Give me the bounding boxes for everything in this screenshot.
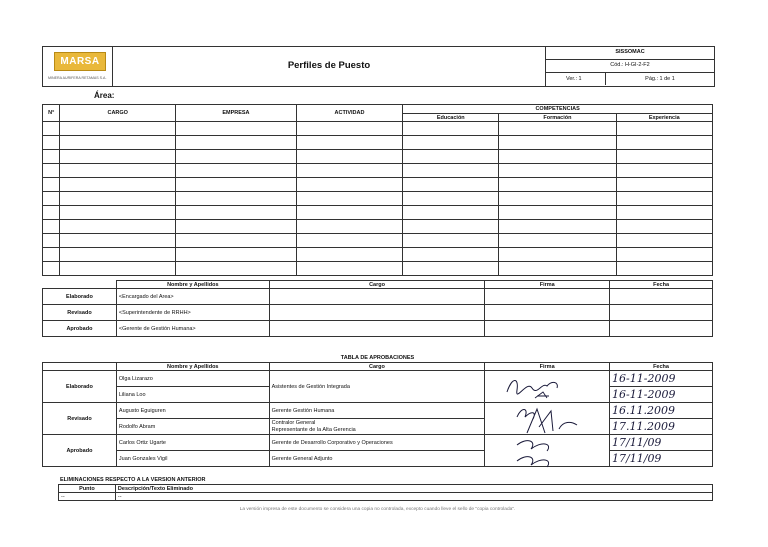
handwritten-signature [487, 435, 607, 469]
group-label-aprobado: Aprobado [43, 435, 117, 467]
approvals-col-firma: Firma [485, 363, 610, 371]
table-row [43, 122, 713, 136]
table-row [43, 164, 713, 178]
system-name: SISSOMAC [615, 49, 645, 55]
col-cargo: CARGO [60, 105, 176, 122]
signature-date: 16-11-2009 [610, 371, 713, 387]
signer-cargo-line2: Representante de la Alta Gerencia [271, 426, 356, 433]
page-title: Perfiles de Puesto [287, 60, 371, 71]
approval-label-elaborado: Elaborado [43, 289, 117, 305]
col-educacion: Educación [403, 114, 499, 122]
col-empresa: EMPRESA [176, 105, 297, 122]
group-label-revisado: Revisado [43, 403, 117, 435]
signer-name: Rodolfo Abram [116, 419, 269, 435]
doc-page: Pág.: 1 de 1 [645, 76, 675, 82]
col-no: N° [43, 105, 60, 122]
approval-col-firma: Firma [485, 281, 610, 289]
signature-cell [485, 371, 610, 403]
signature-cell [485, 435, 610, 467]
signature-cell [485, 403, 610, 435]
elim-col-punto: Punto [59, 485, 116, 493]
approval-nombre-elaborado: <Encargado del Area> [116, 289, 269, 305]
footer-note: La versión impresa de este documento se considera una copia no controlada, excepto cuando lleve el sello de "copia controlada". [239, 507, 516, 512]
signer-cargo: Gerente de Desarrollo Corporativo y Operaciones [269, 435, 485, 451]
signer-name: Augusto Eguiguren [116, 403, 269, 419]
approval-col-nombre: Nombre y Apellidos [116, 281, 269, 289]
handwritten-signature [487, 403, 607, 435]
approvals-table [42, 362, 713, 467]
company-name: MINERA AURIFERA RETAMAS S.A. [48, 76, 107, 80]
table-row [43, 220, 713, 234]
company-logo: MARSA [54, 52, 106, 71]
signer-name: Olga Lizarazo [116, 371, 269, 387]
eliminations-title: ELIMINACIONES RESPECTO A LA VERSION ANTERIOR [60, 477, 206, 483]
area-label: Área: [94, 91, 115, 100]
table-row [43, 192, 713, 206]
signer-cargo: Asistentes de Gestión Integrada [269, 371, 485, 403]
signer-name: Liliana Loo [116, 387, 269, 403]
col-formacion: Formación [499, 114, 616, 122]
approvals-col-nombre: Nombre y Apellidos [116, 363, 269, 371]
main-table [42, 104, 713, 276]
elim-col-desc: Descripción/Texto Eliminado [115, 485, 712, 493]
signature-date: 16-11-2009 [610, 387, 713, 403]
table-row [43, 234, 713, 248]
approval-label-revisado: Revisado [43, 305, 117, 321]
approval-label-aprobado: Aprobado [43, 321, 117, 337]
signer-cargo: Contralor General [271, 419, 316, 426]
signature-date: 17.11.2009 [610, 419, 713, 435]
doc-code: Cód.: H-GI-2-F2 [610, 62, 650, 68]
approvals-title: TABLA DE APROBACIONES [340, 355, 415, 361]
group-label-elaborado: Elaborado [43, 371, 117, 403]
signer-name: Juan Gonzales Vigil [116, 451, 269, 467]
approval-nombre-aprobado: <Gerente de Gestión Humana> [116, 321, 269, 337]
col-competencias: COMPETENCIAS [403, 105, 713, 114]
col-actividad: ACTIVIDAD [296, 105, 402, 122]
signature-date: 17/11/09 [610, 435, 713, 451]
approval-col-cargo: Cargo [269, 281, 485, 289]
signature-date: 16.11.2009 [610, 403, 713, 419]
signer-cargo: Gerente General Adjunto [269, 451, 485, 467]
table-row [43, 136, 713, 150]
table-row [43, 248, 713, 262]
approval-col-fecha: Fecha [610, 281, 713, 289]
approvals-col-cargo: Cargo [269, 363, 485, 371]
eliminations-table [58, 484, 713, 501]
table-row [43, 178, 713, 192]
handwritten-signature [487, 372, 607, 402]
table-row [43, 206, 713, 220]
table-row [43, 262, 713, 276]
table-row [43, 150, 713, 164]
elim-desc: -- [115, 493, 712, 501]
elim-punto: -- [59, 493, 116, 501]
approvals-col-fecha: Fecha [610, 363, 713, 371]
approval-block [42, 280, 713, 337]
col-experiencia: Experiencia [616, 114, 712, 122]
doc-version: Ver.: 1 [566, 76, 582, 82]
approval-nombre-revisado: <Superintendente de RRHH> [116, 305, 269, 321]
signature-date: 17/11/09 [610, 451, 713, 467]
signer-name: Carlos Ortiz Ugarte [116, 435, 269, 451]
signer-cargo: Gerente Gestión Humana [269, 403, 485, 419]
